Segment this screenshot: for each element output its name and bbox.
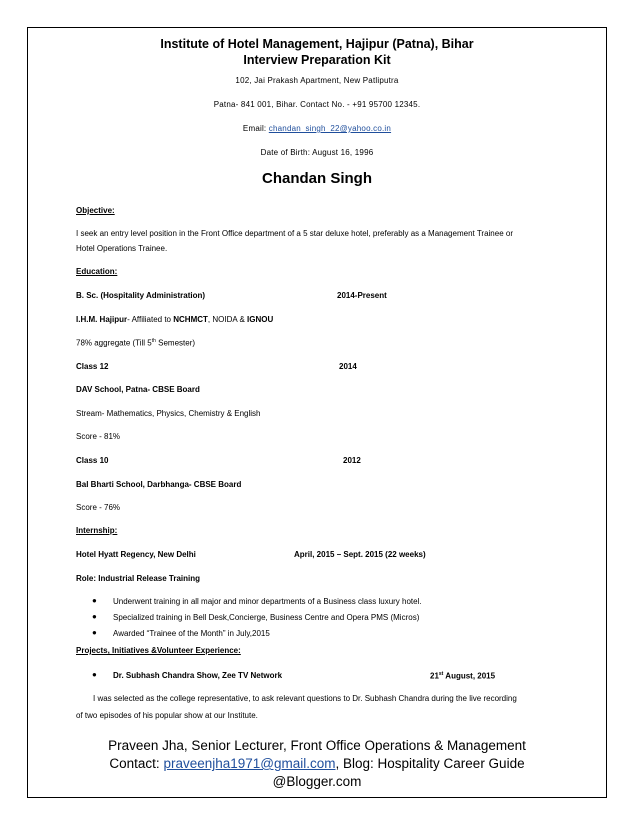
internship-bullet-3: Awarded “Trainee of the Month” in July,2015: [113, 629, 270, 638]
internship-dates: April, 2015 – Sept. 2015 (22 weeks): [294, 550, 426, 559]
bsc-title: B. Sc. (Hospitality Administration): [76, 291, 206, 300]
nchmct: NCHMCT: [173, 315, 208, 324]
project-item: Dr. Subhash Chandra Show, Zee TV Network: [113, 671, 283, 680]
class12-year: 2014: [339, 362, 357, 371]
address-line-1: 102, Jai Prakash Apartment, New Patliputra: [235, 76, 399, 85]
objective-line-2: Hotel Operations Trainee.: [76, 244, 168, 253]
dob-line: Date of Birth: August 16, 1996: [260, 148, 374, 157]
footer-contact-label: Contact:: [109, 756, 164, 771]
score12: Score - 81%: [76, 432, 121, 441]
class10-title: Class 10: [76, 456, 109, 465]
ihm-sep: , NOIDA &: [207, 315, 248, 324]
bullet-dot: ●: [92, 612, 97, 621]
email-link[interactable]: chandan_singh_22@yahoo.co.in: [268, 124, 392, 133]
ihm-name: I.H.M. Hajipur: [76, 315, 128, 324]
bullet-dot: ●: [92, 670, 97, 679]
bullet-dot: ●: [92, 628, 97, 637]
email-label: Email:: [242, 124, 267, 133]
internship-hotel: Hotel Hyatt Regency, New Delhi: [76, 550, 196, 559]
kit-title: Interview Preparation Kit: [243, 53, 391, 67]
project-date-sup: st: [438, 671, 444, 677]
objective-line-1: I seek an entry level position in the Front Office department of a 5 star deluxe hotel, preferably as a Management Trainee or: [76, 229, 513, 238]
aggregate-post: Semester): [155, 338, 196, 348]
project-desc-2: of two episodes of his popular show at our Institute.: [76, 711, 258, 720]
project-date-pre: 21: [430, 671, 439, 681]
internship-heading: Internship:: [76, 526, 118, 535]
bsc-years: 2014-Present: [337, 291, 387, 300]
aggregate-pre: 78% aggregate (Till 5: [76, 338, 152, 348]
project-desc-1: I was selected as the college representative, to ask relevant questions to Dr. Subhash Chandra during the live recording: [93, 694, 517, 703]
objective-heading: Objective:: [76, 206, 115, 215]
score10: Score - 76%: [76, 503, 121, 512]
footer-line-2: [27, 756, 607, 771]
class10-year: 2012: [343, 456, 361, 465]
bullet-dot: ●: [92, 596, 97, 605]
school12: DAV School, Patna- CBSE Board: [76, 385, 200, 394]
education-heading: Education:: [76, 267, 118, 276]
aggregate-line: [76, 338, 195, 348]
institute-title: Institute of Hotel Management, Hajipur (Patna), Bihar: [160, 37, 474, 51]
project-date: [430, 671, 495, 681]
address-line-2: Patna- 841 001, Bihar. Contact No. - +91 95700 12345.: [213, 100, 421, 109]
ihm-affil: - Affiliated to: [127, 315, 174, 324]
project-date-post: August, 2015: [443, 671, 496, 681]
stream-line: Stream- Mathematics, Physics, Chemistry & English: [76, 409, 261, 418]
footer-email-link[interactable]: praveenjha1971@gmail.com: [163, 756, 336, 771]
internship-role: Role: Industrial Release Training: [76, 574, 201, 583]
ihm-line: [76, 315, 273, 324]
school10: Bal Bharti School, Darbhanga- CBSE Board: [76, 480, 242, 489]
internship-bullet-1: Underwent training in all major and minor departments of a Business class luxury hotel.: [113, 597, 422, 606]
projects-heading: Projects, Initiatives &Volunteer Experience:: [76, 646, 241, 655]
footer-blog: , Blog: Hospitality Career Guide: [335, 756, 525, 771]
class12-title: Class 12: [76, 362, 109, 371]
email-line: [27, 124, 607, 133]
aggregate-sup: th: [151, 338, 156, 344]
ignou: IGNOU: [247, 315, 274, 324]
footer-line-1: Praveen Jha, Senior Lecturer, Front Office Operations & Management: [108, 738, 526, 753]
footer-line-3: @Blogger.com: [272, 774, 362, 789]
internship-bullet-2: Specialized training in Bell Desk,Concierge, Business Centre and Opera PMS (Micros): [113, 613, 420, 622]
candidate-name: Chandan Singh: [262, 170, 372, 187]
